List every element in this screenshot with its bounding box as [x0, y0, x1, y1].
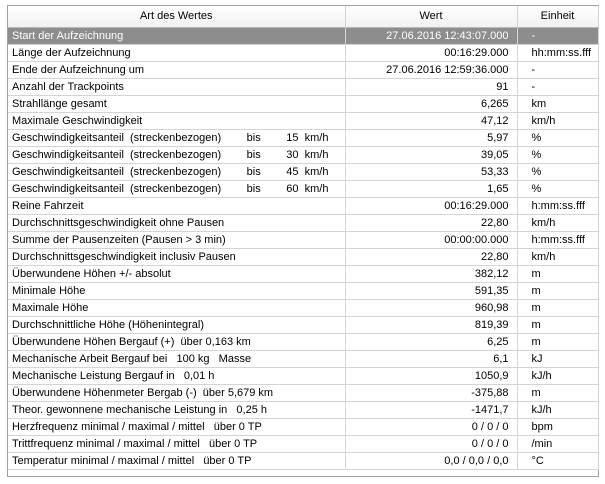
row-unit: bpm — [517, 418, 598, 435]
row-value: 22,80 — [345, 248, 517, 265]
table-row[interactable] — [8, 401, 598, 418]
row-label — [8, 401, 345, 418]
row-label-text: Geschwindigkeitsanteil (streckenbezogen) — [12, 131, 222, 144]
row-unit: m — [517, 384, 598, 401]
row-value: 6,25 — [345, 333, 517, 350]
row-label — [8, 27, 345, 44]
row-label-text: Maximale Geschwindigkeit — [12, 114, 143, 127]
row-value: 1050,9 — [345, 367, 517, 384]
row-label — [8, 78, 345, 95]
row-unit: hh:mm:ss.fff — [517, 44, 598, 61]
row-value: -375,88 — [345, 384, 517, 401]
row-label — [8, 282, 345, 299]
table-row[interactable] — [8, 282, 598, 299]
row-value: 960,98 — [345, 299, 517, 316]
row-unit: m — [517, 282, 598, 299]
table-row[interactable] — [8, 214, 598, 231]
table-row[interactable] — [8, 435, 598, 452]
row-unit: m — [517, 265, 598, 282]
table-row[interactable] — [8, 197, 598, 214]
row-label — [8, 44, 345, 61]
row-unit: kJ — [517, 350, 598, 367]
row-label — [8, 350, 345, 367]
row-value: 00:00:00.000 — [345, 231, 517, 248]
row-label-text: Herzfrequenz minimal / maximal / mittel über 0 TP — [12, 420, 262, 433]
row-label-text: Durchschnittsgeschwindigkeit ohne Pausen — [12, 216, 225, 229]
table-row[interactable] — [8, 316, 598, 333]
header-row — [8, 6, 598, 27]
row-label-text: Geschwindigkeitsanteil (streckenbezogen) — [12, 148, 222, 161]
statistics-table — [8, 6, 599, 470]
row-value: 0 / 0 / 0 — [345, 435, 517, 452]
row-label-text: Überwundene Höhen Bergauf (+) über 0,163 km — [12, 335, 251, 348]
row-unit: km/h — [517, 248, 598, 265]
row-unit: - — [517, 78, 598, 95]
row-unit: kJ/h — [517, 401, 598, 418]
table-row[interactable] — [8, 384, 598, 401]
row-label — [8, 316, 345, 333]
row-label-text: Trittfrequenz minimal / maximal / mittel über 0 TP — [12, 437, 258, 450]
row-value: 0,0 / 0,0 / 0,0 — [345, 452, 517, 469]
row-value: 0 / 0 / 0 — [345, 418, 517, 435]
table-row[interactable] — [8, 44, 598, 61]
table-body — [8, 27, 598, 469]
row-label — [8, 452, 345, 469]
row-unit: km — [517, 95, 598, 112]
row-value: 382,12 — [345, 265, 517, 282]
row-label-text: Geschwindigkeitsanteil (streckenbezogen) — [12, 165, 222, 178]
row-unit: % — [517, 129, 598, 146]
row-value: 39,05 — [345, 146, 517, 163]
row-label-limit: 15 km/h — [286, 131, 329, 144]
row-unit: h:mm:ss.fff — [517, 197, 598, 214]
row-label — [8, 299, 345, 316]
table-row[interactable] — [8, 112, 598, 129]
row-value: 91 — [345, 78, 517, 95]
row-label — [8, 163, 345, 180]
row-value: 591,35 — [345, 282, 517, 299]
row-unit: kJ/h — [517, 367, 598, 384]
table-row[interactable] — [8, 163, 598, 180]
table-row[interactable] — [8, 231, 598, 248]
row-label-text: Maximale Höhe — [12, 301, 89, 314]
row-unit: % — [517, 180, 598, 197]
row-unit: °C — [517, 452, 598, 469]
row-value: 27.06.2016 12:43:07.000 — [345, 27, 517, 44]
row-value: 53,33 — [345, 163, 517, 180]
row-unit: m — [517, 316, 598, 333]
row-label — [8, 197, 345, 214]
row-value: 00:16:29.000 — [345, 44, 517, 61]
row-label — [8, 146, 345, 163]
row-label-text: Länge der Aufzeichnung — [12, 46, 131, 59]
row-label-limit: 60 km/h — [286, 182, 329, 195]
row-value: 00:16:29.000 — [345, 197, 517, 214]
row-label-text: Strahllänge gesamt — [12, 97, 107, 110]
row-label-text: Anzahl der Trackpoints — [12, 80, 124, 93]
row-label-text: Mechanische Arbeit Bergauf bei 100 kg Masse — [12, 352, 252, 365]
row-label — [8, 231, 345, 248]
row-label — [8, 214, 345, 231]
column-header-unit[interactable]: Einheit — [517, 6, 598, 27]
statistics-grid[interactable] — [7, 5, 599, 477]
row-label-bis: bis — [246, 165, 261, 178]
row-label-text: Überwundene Höhen +/- absolut — [12, 267, 171, 280]
row-label-bis: bis — [246, 131, 261, 144]
row-unit: m — [517, 299, 598, 316]
row-label-bis: bis — [246, 182, 261, 195]
row-label-limit: 45 km/h — [286, 165, 329, 178]
row-label — [8, 384, 345, 401]
row-value: 47,12 — [345, 112, 517, 129]
table-row[interactable] — [8, 129, 598, 146]
table-row[interactable] — [8, 61, 598, 78]
table-row[interactable] — [8, 333, 598, 350]
row-unit: m — [517, 333, 598, 350]
table-row[interactable] — [8, 95, 598, 112]
row-label — [8, 129, 345, 146]
row-label-text: Durchschnittsgeschwindigkeit inclusiv Pausen — [12, 250, 236, 263]
table-row[interactable] — [8, 299, 598, 316]
row-value: 6,1 — [345, 350, 517, 367]
row-label — [8, 265, 345, 282]
table-row[interactable] — [8, 78, 598, 95]
table-row[interactable] — [8, 367, 598, 384]
table-row[interactable] — [8, 27, 598, 44]
row-label — [8, 418, 345, 435]
row-label-text: Summe der Pausenzeiten (Pausen > 3 min) — [12, 233, 226, 246]
row-label-text: Mechanische Leistung Bergauf in 0,01 h — [12, 369, 215, 382]
row-value: 1,65 — [345, 180, 517, 197]
row-unit: /min — [517, 435, 598, 452]
row-label — [8, 367, 345, 384]
row-label — [8, 180, 345, 197]
row-value: 6,265 — [345, 95, 517, 112]
row-label-text: Geschwindigkeitsanteil (streckenbezogen) — [12, 182, 222, 195]
table-row[interactable] — [8, 452, 598, 469]
table-row[interactable] — [8, 146, 598, 163]
row-unit: km/h — [517, 214, 598, 231]
row-label-text: Start der Aufzeichnung — [12, 29, 124, 42]
row-value: 5,97 — [345, 129, 517, 146]
table-row[interactable] — [8, 418, 598, 435]
row-label-text: Reine Fahrzeit — [12, 199, 84, 212]
row-label — [8, 61, 345, 78]
row-unit: % — [517, 163, 598, 180]
row-label-limit: 30 km/h — [286, 148, 329, 161]
column-header-type[interactable]: Art des Wertes — [8, 6, 345, 27]
row-label-bis: bis — [246, 148, 261, 161]
table-row[interactable] — [8, 265, 598, 282]
row-value: 22,80 — [345, 214, 517, 231]
row-label — [8, 95, 345, 112]
table-row[interactable] — [8, 248, 598, 265]
row-label-text: Ende der Aufzeichnung um — [12, 63, 145, 76]
column-header-value[interactable]: Wert — [345, 6, 517, 27]
row-label-text: Durchschnittliche Höhe (Höhenintegral) — [12, 318, 204, 331]
row-unit: % — [517, 146, 598, 163]
row-unit: km/h — [517, 112, 598, 129]
row-label-text: Überwundene Höhenmeter Bergab (-) über 5,679 km — [12, 386, 274, 399]
row-label-text: Temperatur minimal / maximal / mittel über 0 TP — [12, 454, 252, 467]
row-label — [8, 248, 345, 265]
row-unit: - — [517, 61, 598, 78]
row-label-text: Minimale Höhe — [12, 284, 86, 297]
row-label — [8, 333, 345, 350]
row-value: 819,39 — [345, 316, 517, 333]
row-unit: h:mm:ss.fff — [517, 231, 598, 248]
table-row[interactable] — [8, 180, 598, 197]
row-value: 27.06.2016 12:59:36.000 — [345, 61, 517, 78]
row-label — [8, 435, 345, 452]
row-unit: - — [517, 27, 598, 44]
table-row[interactable] — [8, 350, 598, 367]
row-label — [8, 112, 345, 129]
row-label-text: Theor. gewonnene mechanische Leistung in 0,25 h — [12, 403, 268, 416]
row-value: -1471,7 — [345, 401, 517, 418]
